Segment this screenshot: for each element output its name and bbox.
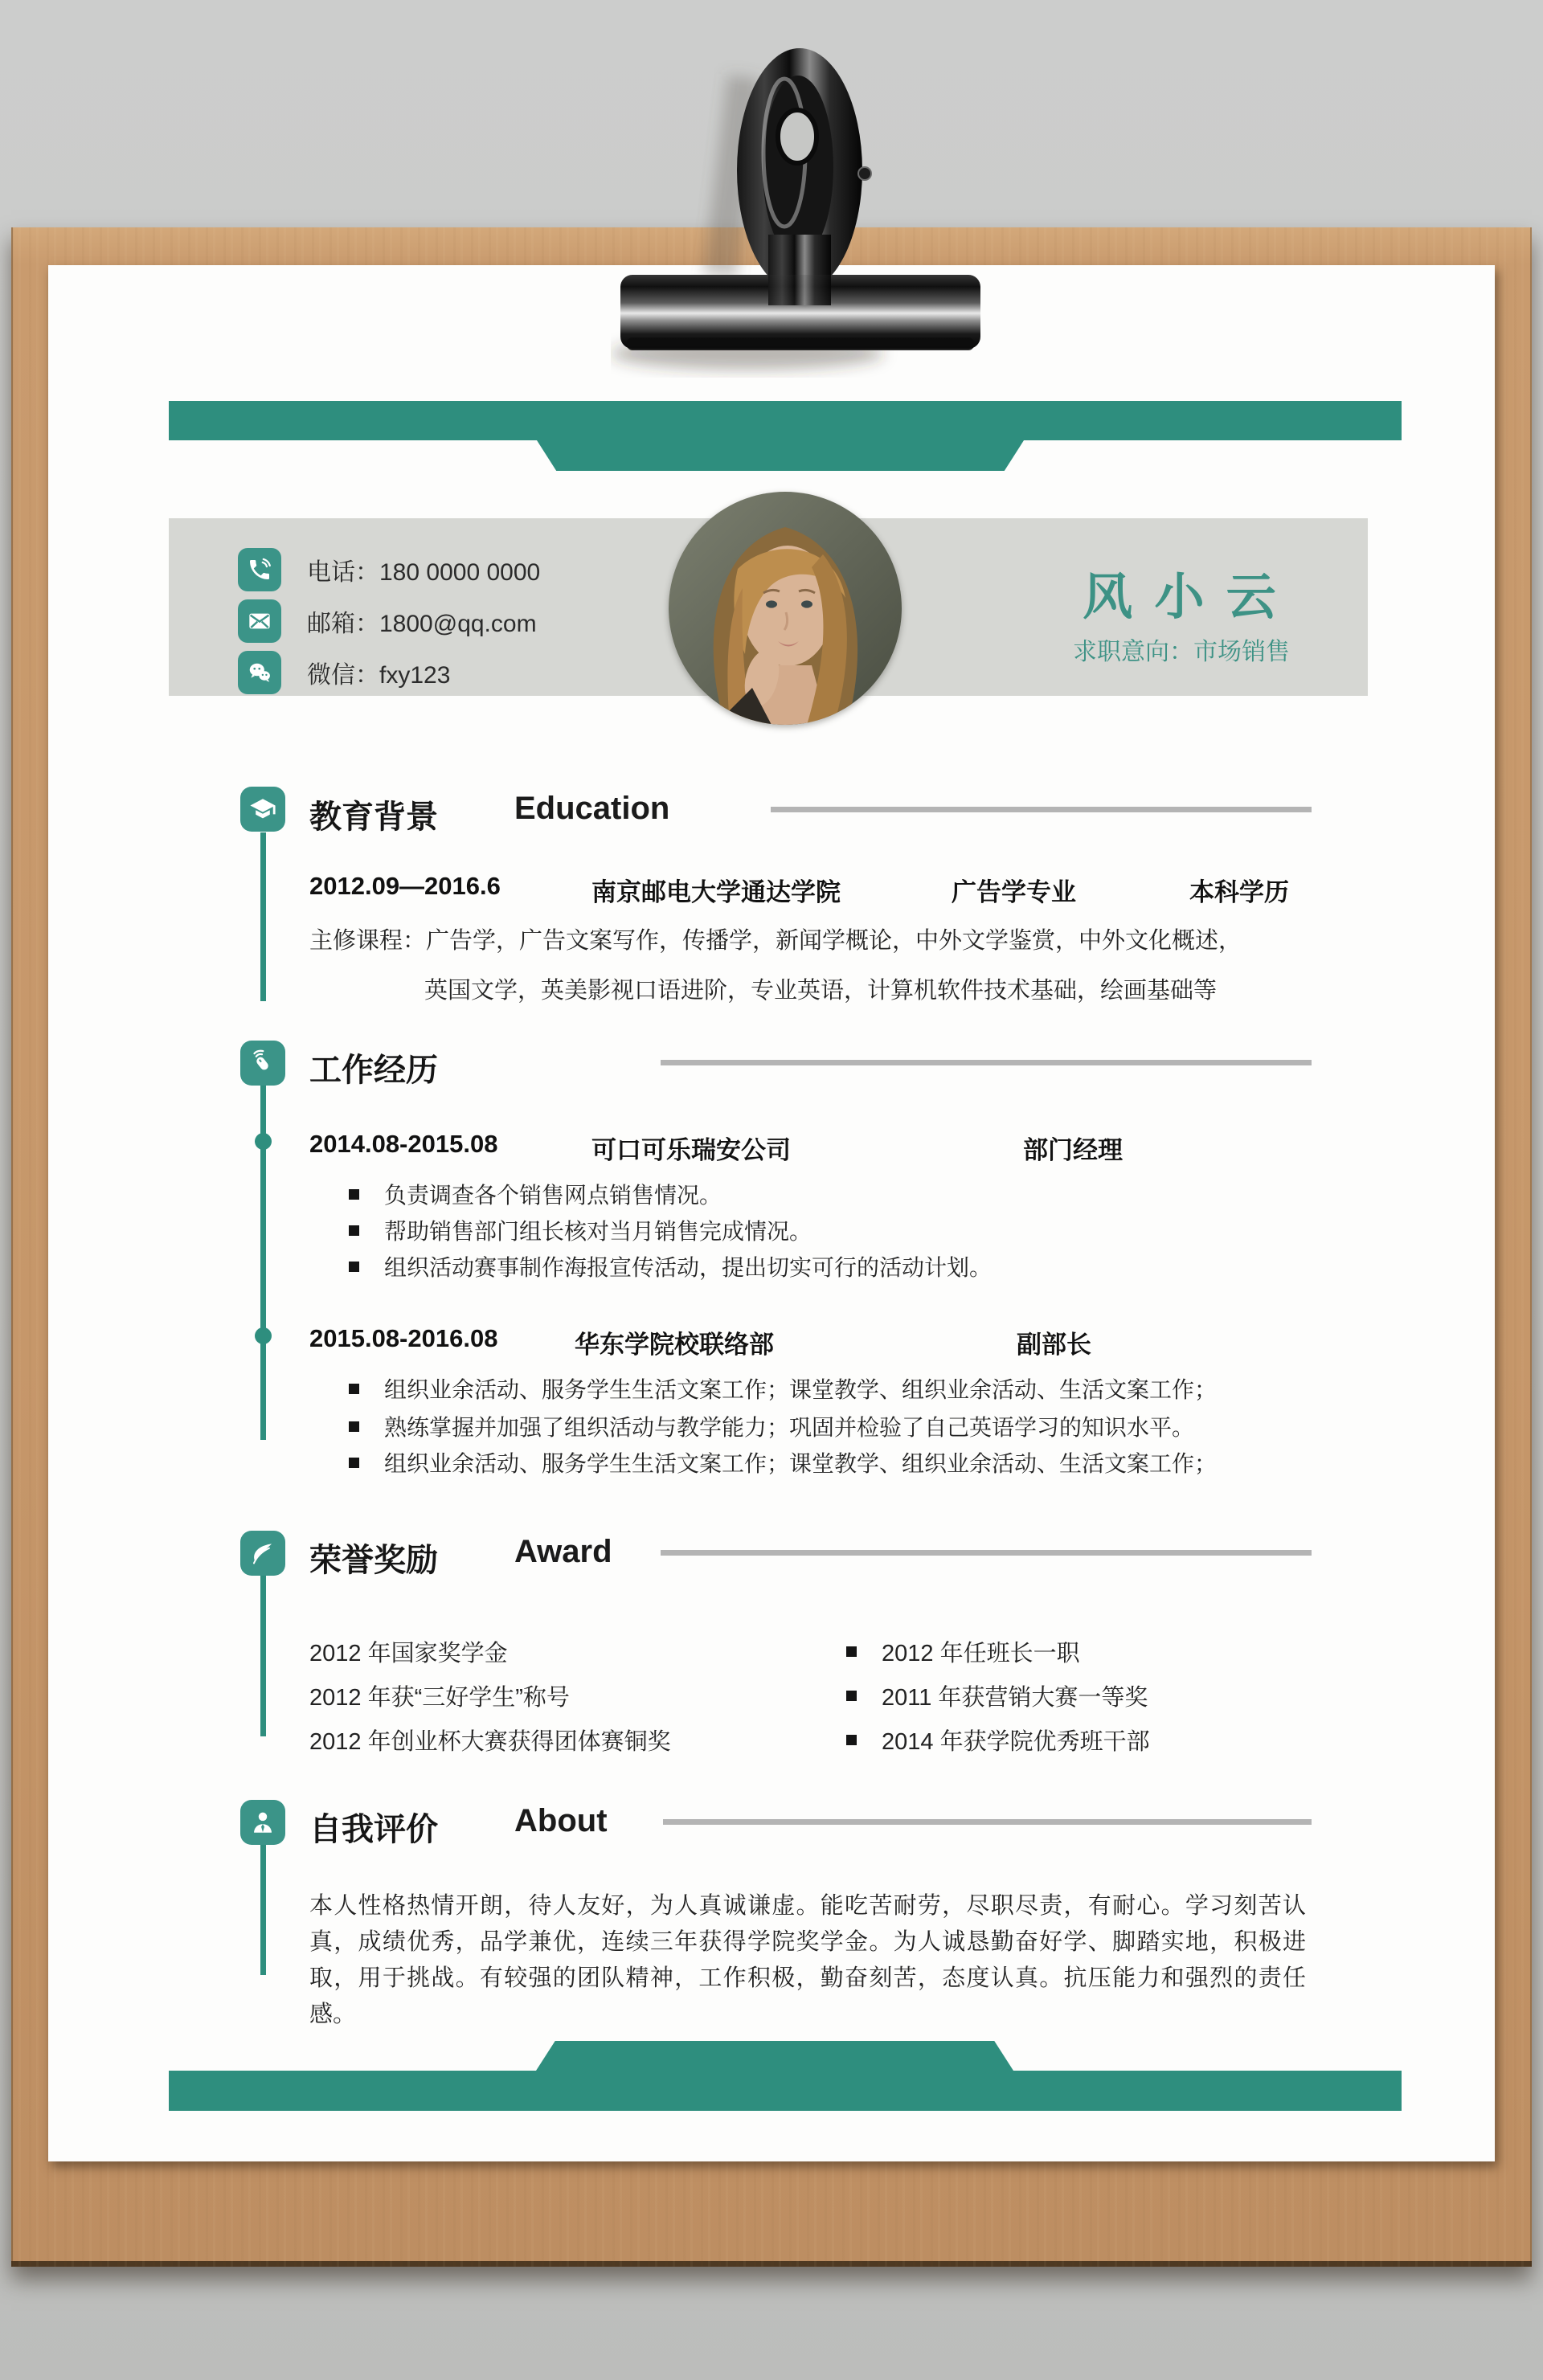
education-title-en: Education [514, 791, 670, 826]
work1-bullet-2 [349, 1214, 812, 1246]
contact-wechat-label: 微信： [307, 662, 379, 689]
award-right-2 [846, 1679, 1148, 1712]
award-right-1 [846, 1635, 1080, 1668]
work2-bullet-1-text: 组织业余活动、服务学生生活文案工作；课堂教学、组织业余活动、生活文案工作； [384, 1377, 1218, 1402]
candidate-name: 风 小 云 [1083, 570, 1280, 625]
work-divider [661, 1060, 1312, 1065]
contact-mail-label: 邮箱： [307, 611, 379, 637]
bullet-square-icon [349, 1384, 359, 1394]
bottom-accent-bar [169, 2071, 1402, 2111]
education-degree: 本科学历 [1189, 878, 1289, 906]
award-title-cn: 荣誉奖励 [309, 1543, 438, 1578]
award-title-en: Award [514, 1534, 612, 1569]
contact-phone [307, 552, 540, 587]
mail-icon [238, 599, 281, 643]
bullet-square-icon [349, 1262, 359, 1272]
education-title-cn: 教育背景 [309, 799, 438, 835]
education-timeline [260, 832, 266, 1001]
contact-row-phone [238, 548, 540, 591]
contact-phone-value: 180 0000 0000 [379, 559, 541, 586]
bullet-square-icon [349, 1189, 359, 1200]
contact-row-mail [238, 599, 537, 643]
award-left-3: 2012 年创业杯大赛获得团体赛铜奖 [309, 1729, 671, 1755]
about-timeline [260, 1845, 266, 1975]
bullet-square-icon [846, 1691, 857, 1701]
award-right-1-text: 2012 年任班长一职 [882, 1641, 1080, 1666]
work2-bullet-2 [349, 1410, 1194, 1442]
work1-bullet-2-text: 帮助销售部门组长核对当月销售完成情况。 [384, 1219, 812, 1244]
contact-row-wechat [238, 651, 450, 694]
education-major: 广告学专业 [952, 878, 1076, 906]
award-right-3-text: 2014 年获学院优秀班干部 [882, 1729, 1150, 1755]
award-right-2-text: 2011 年获营销大赛一等奖 [882, 1685, 1148, 1711]
contact-mail-value: 1800@qq.com [379, 611, 537, 637]
bullet-square-icon [846, 1735, 857, 1745]
bullet-square-icon [846, 1646, 857, 1657]
work2-bullet-2-text: 熟练掌握并加强了组织活动与教学能力；巩固并检验了自己英语学习的知识水平。 [384, 1415, 1195, 1440]
education-school: 南京邮电大学通达学院 [591, 878, 841, 906]
work-timeline-dot-1 [255, 1133, 272, 1150]
education-period: 2012.09—2016.6 [309, 872, 501, 900]
wechat-icon [238, 651, 281, 694]
education-courses-line2: 英国文学，英美影视口语进阶，专业英语，计算机软件技术基础，绘画基础等 [424, 978, 1218, 1004]
contact-wechat [307, 655, 450, 690]
education-divider [771, 807, 1312, 812]
work2-role: 副部长 [1017, 1331, 1091, 1359]
work2-bullet-3-text: 组织业余活动、服务学生生活文案工作；课堂教学、组织业余活动、生活文案工作； [384, 1451, 1218, 1476]
about-title-en: About [514, 1803, 608, 1838]
award-right-3 [846, 1724, 1150, 1756]
about-text: 本人性格热情开朗，待人友好，为人真诚谦虚。能吃苦耐劳，尽职尽责，有耐心。学习刻苦认真，成绩优秀，品学兼优，连续三年获得学院奖学金。为人诚恳勤奋好学、脚踏实地，积极进取，用于挑战。有较强的团队精神，工作积极，勤奋刻苦，态度认真。抗压能力和强烈的责任感。 [309, 1893, 1306, 2027]
bullet-square-icon [349, 1458, 359, 1468]
work1-bullet-3-text: 组织活动赛事制作海报宣传活动，提出切实可行的活动计划。 [384, 1255, 993, 1280]
binder-clip [611, 32, 988, 378]
work2-org: 华东学院校联络部 [575, 1331, 774, 1359]
graduation-cap-icon [240, 787, 285, 832]
mouse-icon [240, 1041, 285, 1086]
contact-mail [307, 603, 537, 639]
work1-bullet-1 [349, 1178, 722, 1210]
bottom-accent-tab [536, 2041, 1013, 2071]
about-divider [663, 1819, 1312, 1825]
work2-bullet-1 [349, 1372, 1217, 1405]
work1-role: 部门经理 [1023, 1136, 1123, 1164]
award-timeline [260, 1576, 266, 1736]
contact-wechat-value: fxy123 [379, 662, 451, 689]
profile-photo [669, 492, 902, 725]
top-accent-tab [537, 440, 1024, 471]
work1-bullet-1-text: 负责调查各个销售网点销售情况。 [384, 1183, 722, 1208]
person-icon [240, 1800, 285, 1845]
work-title-cn: 工作经历 [309, 1053, 438, 1088]
leaf-icon [240, 1531, 285, 1576]
bullet-square-icon [349, 1225, 359, 1236]
work1-org: 可口可乐瑞安公司 [591, 1136, 791, 1164]
bullet-square-icon [349, 1421, 359, 1432]
award-left-1: 2012 年国家奖学金 [309, 1641, 508, 1666]
work2-period: 2015.08-2016.08 [309, 1324, 498, 1352]
award-left-2: 2012 年获“三好学生”称号 [309, 1685, 570, 1711]
work-timeline-dot-2 [255, 1327, 272, 1344]
work1-period: 2014.08-2015.08 [309, 1130, 498, 1158]
education-courses-line1: 主修课程：广告学，广告文案写作，传播学，新闻学概论，中外文学鉴赏，中外文化概述， [309, 928, 1242, 954]
top-accent-bar [169, 401, 1402, 440]
work1-bullet-3 [349, 1250, 992, 1282]
contact-phone-label: 电话： [307, 559, 379, 586]
job-intent: 求职意向：市场销售 [1073, 639, 1290, 665]
about-title-cn: 自我评价 [309, 1812, 438, 1847]
phone-icon [238, 548, 281, 591]
work2-bullet-3 [349, 1446, 1217, 1478]
award-divider [661, 1550, 1312, 1556]
